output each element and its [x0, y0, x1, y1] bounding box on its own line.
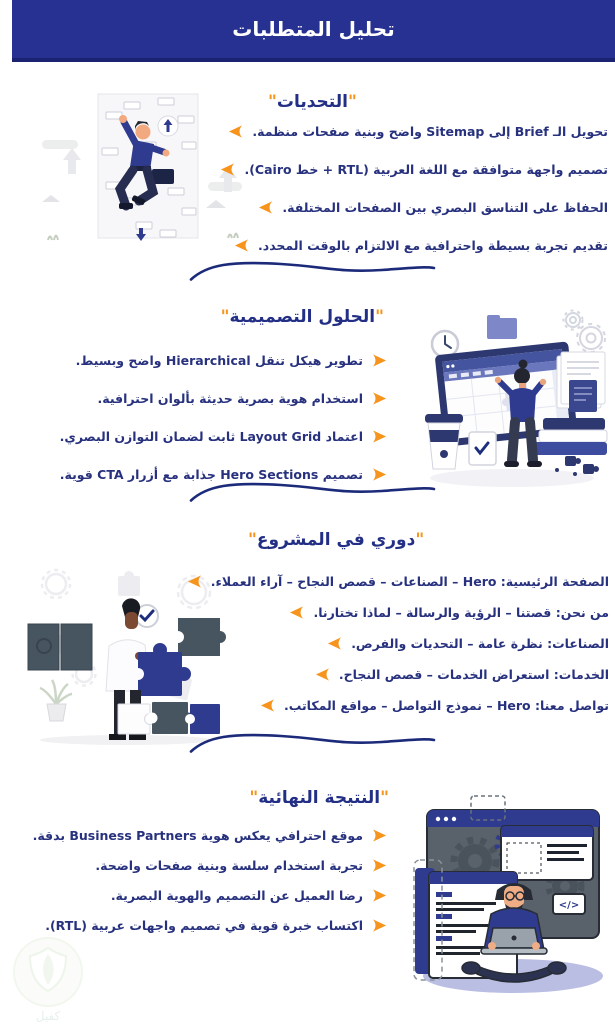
section-title-final-result	[249, 788, 389, 808]
list-item	[187, 566, 609, 597]
wavy-divider	[185, 728, 440, 758]
bullet-text: تصميم واجهة متوافقة مع اللغة العربية (RTL + خط Cairo).	[244, 161, 608, 177]
bullet-text: من نحن: قصتنا – الرؤية والرسالة – لماذا تختارنا.	[313, 605, 609, 620]
bullet-text: الحفاظ على التناسق البصري بين الصفحات المختلفة.	[282, 199, 608, 215]
man-climbing-wall-illustration	[40, 90, 248, 250]
wavy-divider	[185, 477, 440, 507]
list-item	[187, 690, 609, 721]
green-shield-watermark	[0, 928, 100, 1028]
section-title-text: دوري في المشروع	[256, 530, 416, 550]
list-item	[187, 597, 609, 628]
bullet-text: اكتساب خبرة قوية في تصميم واجهات عربية (RTL).	[45, 917, 363, 933]
quote-open: "	[415, 530, 425, 550]
bullet-text: تصميم Hero Sections جذابة مع أزرار CTA قوية.	[59, 466, 363, 482]
arrow-right-icon	[372, 354, 387, 367]
list-item	[33, 880, 387, 910]
list-item	[60, 341, 387, 379]
bullet-text: تجربة استخدام سلسة وبنية صفحات واضحة.	[95, 857, 363, 873]
bullet-text: الخدمات: استعراض الخدمات – قصص النجاح.	[338, 667, 609, 682]
header-bar	[12, 0, 615, 62]
bullet-text: رضا العميل عن التصميم والهوية البصرية.	[110, 887, 363, 903]
arrow-right-icon	[372, 392, 387, 405]
section-title-text: التحديات	[276, 92, 348, 112]
quote-open: "	[347, 92, 357, 112]
quote-close: "	[248, 530, 257, 550]
section-title-my-role	[248, 530, 424, 550]
arrow-left-icon	[260, 699, 275, 712]
bullet-text: اعتماد Layout Grid ثابت لضمان التوازن البصري.	[59, 428, 363, 444]
design-solutions-list	[60, 341, 387, 493]
quote-open: "	[380, 788, 389, 808]
bullet-text: استخدام هوية بصرية حديثة بألوان احترافية.	[97, 390, 363, 406]
arrow-right-icon	[372, 859, 387, 872]
quote-close: "	[220, 307, 230, 327]
quote-close: "	[268, 92, 277, 112]
quote-close: "	[249, 788, 259, 808]
list-item	[187, 659, 609, 690]
section-title-text: الحلول التصميمية	[229, 307, 376, 327]
list-item	[220, 112, 608, 150]
developer-laptop-illustration	[413, 786, 613, 1000]
bullet-text: تحويل الـ Brief إلى Sitemap واضح وبنية صفحات منظمة.	[252, 123, 608, 139]
arrow-left-icon	[315, 668, 330, 681]
arrow-right-icon	[372, 889, 387, 902]
list-item	[33, 820, 387, 850]
section-title-text: النتيجة النهائية	[258, 788, 381, 808]
page-title: تحليل المتطلبات	[232, 17, 395, 41]
list-item	[187, 628, 609, 659]
arrow-left-icon	[187, 575, 202, 588]
watermark-label: كفيل	[35, 1009, 61, 1023]
list-item	[220, 150, 608, 188]
bullet-text: تواصل معنا: Hero – نموذج التواصل – مواقع المكاتب.	[283, 698, 609, 713]
infographic-page	[12, 0, 615, 1023]
list-item	[220, 188, 608, 226]
arrow-right-icon	[372, 919, 387, 932]
final-result-list	[33, 820, 387, 940]
list-item	[60, 379, 387, 417]
quote-open: "	[375, 307, 384, 327]
arrow-left-icon	[228, 125, 243, 138]
arrow-right-icon	[372, 430, 387, 443]
code-badge-label: </>	[558, 900, 580, 911]
list-item	[33, 850, 387, 880]
arrow-right-icon	[372, 829, 387, 842]
arrow-left-icon	[258, 201, 273, 214]
bullet-text: الصفحة الرئيسية: Hero – الصناعات – قصص النجاح – آراء العملاء.	[210, 574, 609, 589]
arrow-left-icon	[234, 239, 249, 252]
arrow-left-icon	[220, 163, 235, 176]
list-item	[60, 417, 387, 455]
section-title-design-solutions	[221, 307, 384, 327]
bullet-text: الصناعات: نظرة عامة – التحديات والفرص.	[351, 636, 609, 651]
arrow-left-icon	[327, 637, 342, 650]
bullet-text: تطوير هيكل تنقل Hierarchical واضح وبسيط.	[75, 352, 363, 368]
section-title-challenges	[268, 92, 357, 112]
designer-workspace-illustration	[417, 298, 607, 490]
my-role-list	[187, 566, 609, 721]
challenges-list	[220, 112, 608, 264]
wavy-divider	[185, 256, 440, 286]
bullet-text: تقديم تجربة بسيطة واحترافية مع الالتزام بالوقت المحدد.	[258, 237, 608, 253]
arrow-left-icon	[289, 606, 304, 619]
bullet-text: موقع احترافي يعكس هوية Business Partners بدقة.	[32, 827, 363, 843]
